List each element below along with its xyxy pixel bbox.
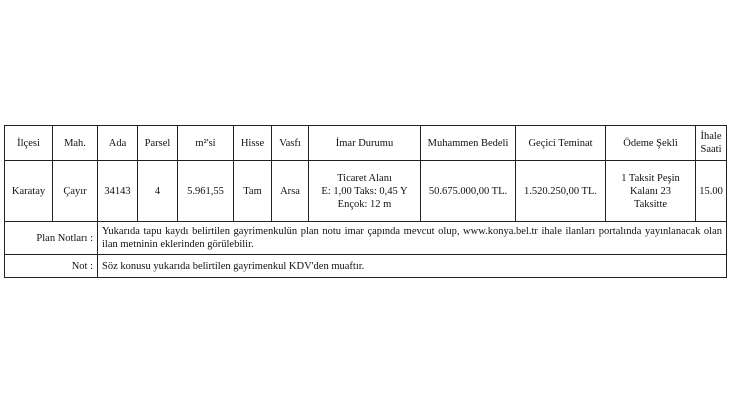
odeme-line: Taksitte bbox=[633, 198, 668, 210]
header-muhammen: Muhammen Bedeli bbox=[421, 126, 516, 161]
odeme-line: 1 Taksit Peşin bbox=[621, 172, 680, 184]
header-ilce: İlçesi bbox=[5, 126, 53, 161]
header-imar: İmar Durumu bbox=[309, 126, 421, 161]
cell-mahalle: Çayır bbox=[53, 161, 98, 222]
header-saat: İhale Saati bbox=[696, 126, 727, 161]
imar-line: Ticaret Alanı bbox=[337, 172, 392, 184]
header-teminat: Geçici Teminat bbox=[516, 126, 606, 161]
plan-notes-label: Plan Notları : bbox=[5, 222, 98, 255]
imar-line: Ençok: 12 m bbox=[337, 198, 392, 210]
cell-hisse: Tam bbox=[234, 161, 272, 222]
cell-teminat: 1.520.250,00 TL. bbox=[516, 161, 606, 222]
note-row bbox=[5, 255, 727, 278]
header-alan: m²'si bbox=[178, 126, 234, 161]
header-odeme: Ödeme Şekli bbox=[606, 126, 696, 161]
cell-ada: 34143 bbox=[98, 161, 138, 222]
note-text: Söz konusu yukarıda belirtilen gayrimenkul KDV'den muaftır. bbox=[98, 255, 727, 278]
cell-imar bbox=[309, 161, 421, 222]
header-hisse: Hisse bbox=[234, 126, 272, 161]
plan-notes-text: Yukarıda tapu kaydı belirtilen gayrimenkulün plan notu imar çapında mevcut olup, www.konya.bel.tr ihale ilanları portalında yayınlanacak olan ilan metninin eklerinden görülebilir. bbox=[98, 222, 727, 255]
header-mahalle: Mah. bbox=[53, 126, 98, 161]
note-label: Not : bbox=[5, 255, 98, 278]
cell-muhammen: 50.675.000,00 TL. bbox=[421, 161, 516, 222]
header-parsel: Parsel bbox=[138, 126, 178, 161]
odeme-line: Kalanı 23 bbox=[629, 185, 672, 197]
header-row bbox=[5, 126, 727, 161]
header-vasfi: Vasfı bbox=[272, 126, 309, 161]
cell-parsel: 4 bbox=[138, 161, 178, 222]
auction-table bbox=[4, 125, 727, 278]
cell-alan: 5.961,55 bbox=[178, 161, 234, 222]
header-ada: Ada bbox=[98, 126, 138, 161]
cell-ilce: Karatay bbox=[5, 161, 53, 222]
imar-line: E: 1,00 Taks: 0,45 Y bbox=[321, 185, 408, 197]
table-row bbox=[5, 161, 727, 222]
cell-saat: 15.00 bbox=[696, 161, 727, 222]
cell-odeme bbox=[606, 161, 696, 222]
plan-notes-row bbox=[5, 222, 727, 255]
cell-vasfi: Arsa bbox=[272, 161, 309, 222]
